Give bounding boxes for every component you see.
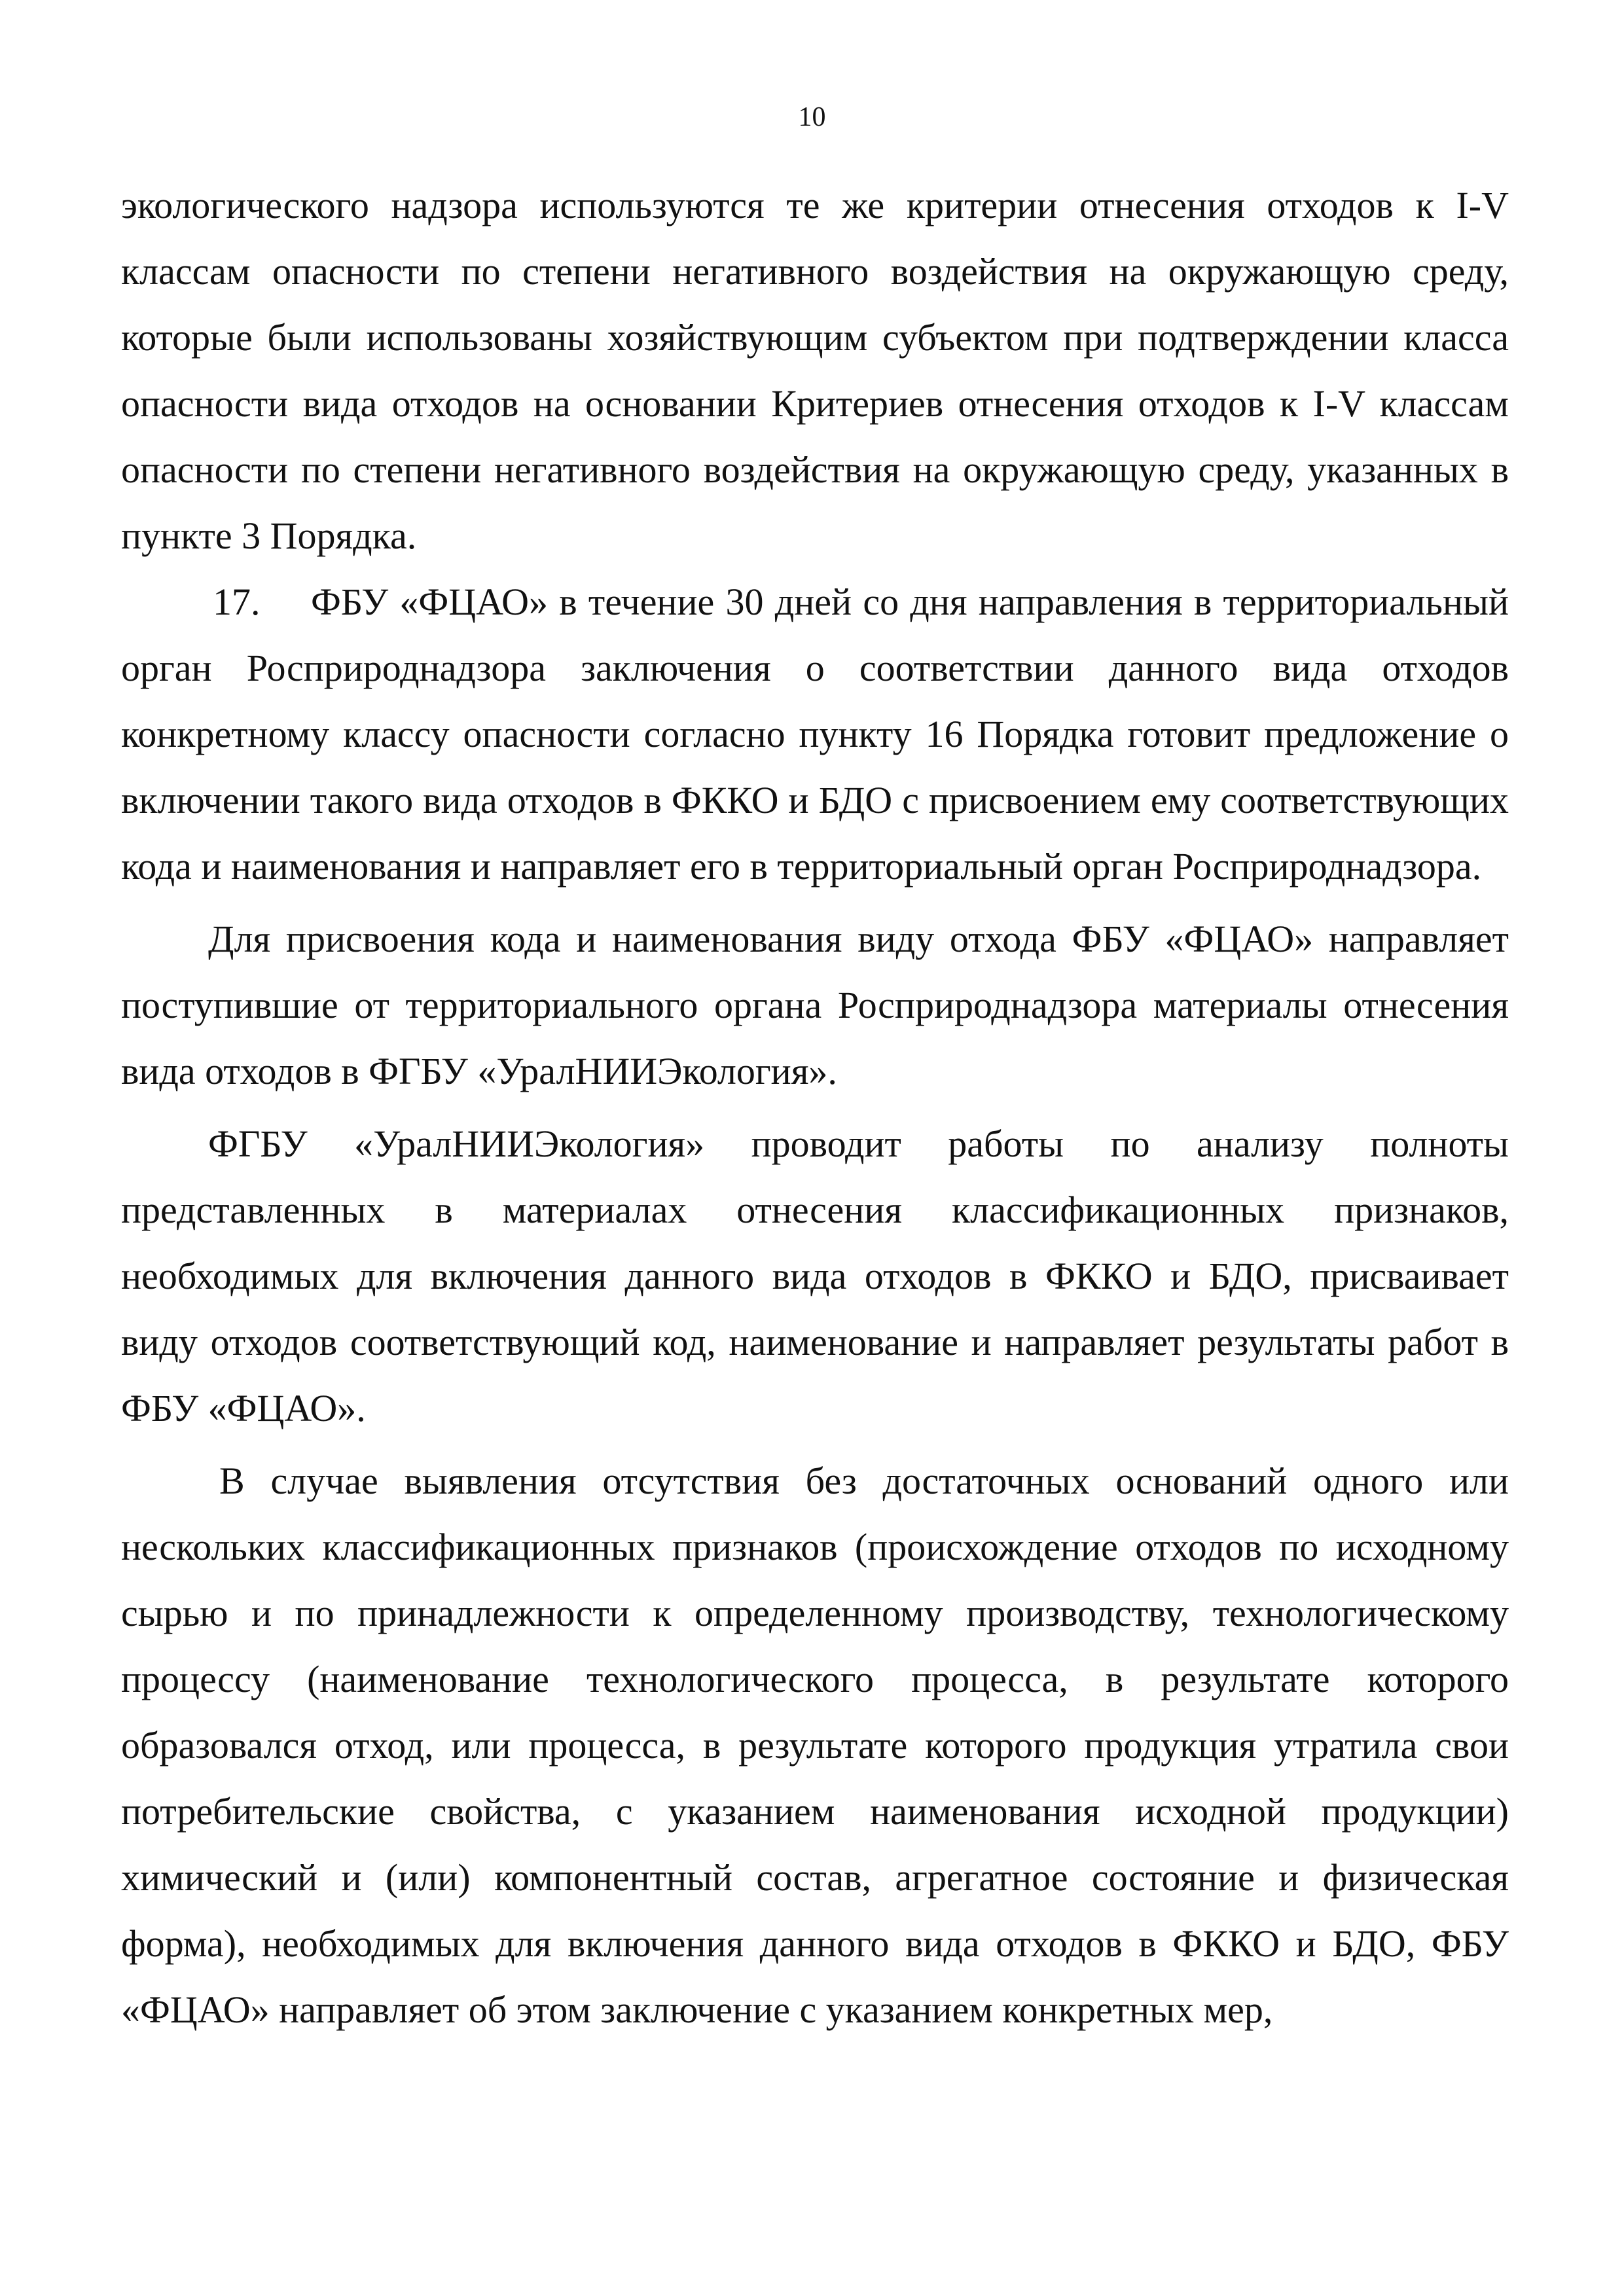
item-17-text: ФБУ «ФЦАО» в течение 30 дней со дня направления в территориальный орган Росприроднадзора заключения о соответствии данного вида отходов конкретному классу опасности согласно пункту 16 Порядка готовит предложение о включении такого вида отходов в ФККО и БДО с присвоением ему соответствующих кода и наименования и направляет его в территориальный орган Росприроднадзора. [121, 581, 1509, 888]
item-number: 17. [213, 581, 261, 623]
document-body [121, 172, 1509, 2043]
paragraph-item-17 [121, 569, 1509, 899]
paragraph-code-assignment: Для присвоения кода и наименования виду отхода ФБУ «ФЦАО» направляет поступившие от территориального органа Росприроднадзора материалы отнесения вида отходов в ФГБУ «УралНИИЭкология». [121, 918, 1509, 1092]
paragraph-continuation: экологического надзора используются те же критерии отнесения отходов к I-V классам опасности по степени негативного воздействия на окружающую среду, которые были использованы хозяйствующим субъектом при подтверждении класса опасности вида отходов на основании Критериев отнесения отходов к I-V классам опасности по степени негативного воздействия на окружающую среду, указанных в пункте 3 Порядка. [121, 184, 1509, 557]
paragraph-uralnii-work: ФГБУ «УралНИИЭкология» проводит работы по анализу полноты представленных в материалах отнесения классификационных признаков, необходимых для включения данного вида отходов в ФККО и БДО, присваивает виду отходов соответствующий код, наименование и направляет результаты работ в ФБУ «ФЦАО». [121, 1122, 1509, 1429]
paragraph-missing-features: В случае выявления отсутствия без достаточных оснований одного или нескольких классификационных признаков (происхождение отходов по исходному сырью и по принадлежности к определенному производству, технологическому процессу (наименование технологического процесса, в результате которого образовался отход, или процесса, в результате которого продукция утратила свои потребительские свойства, с указанием наименования исходной продукции) химический и (или) компонентный состав, агрегатное состояние и физическая форма), необходимых для включения данного вида отходов в ФККО и БДО, ФБУ «ФЦАО» направляет об этом заключение с указанием конкретных мер, [121, 1460, 1509, 2031]
page-number: 10 [798, 102, 826, 132]
